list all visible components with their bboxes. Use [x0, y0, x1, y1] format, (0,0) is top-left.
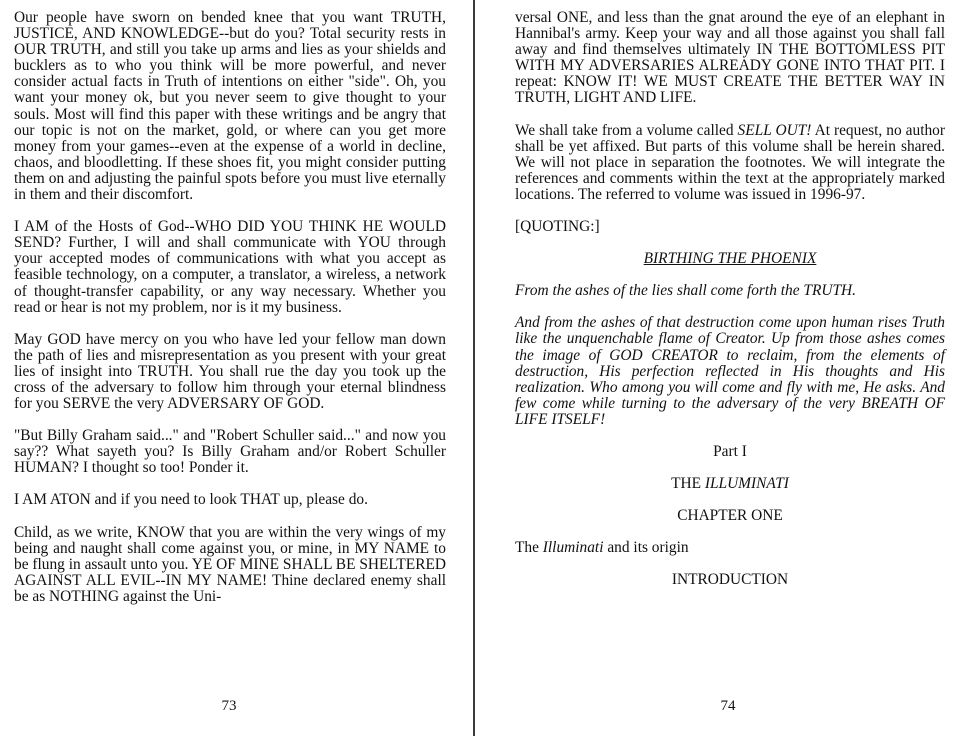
chapter-label: CHAPTER ONE: [677, 507, 783, 525]
italic-paragraph-2: And from the ashes of that destruction come upon human rises Truth like the unquenchable flame of Creator. Up from those ashes comes the image of GOD CREATOR to reclaim, from the elements of destruction, His perfection reflected in His thoughts and His realization. Who among you will come and fly with me, He asks. And few come while turning to the adversary of the very BREATH OF LIFE ITSELF!: [515, 314, 945, 428]
right-paragraph-2: [515, 123, 945, 203]
page-gutter-divider: [473, 0, 475, 736]
subtitle-pre: The: [515, 539, 543, 557]
subtitle-illuminati: Illuminati: [542, 539, 604, 557]
left-paragraph-6: Child, as we write, KNOW that you are within the very wings of my being and naught shall come against you, or mine, in MY NAME to be flung in assault unto you. YE OF MINE SHALL BE SHELTERED AGAINST ALL EVIL--IN MY NAME! Thine declared enemy shall be as NOTHING against the Uni-: [14, 523, 446, 605]
right-paragraph-2-after: At request, no author shall be yet affixed. But parts of this volume shall be herein shared. We will not place in separation the footnotes. We will integrate the references and comments within the text at the appropriately marked locations. The referred to volume was issued in 1996-97.: [515, 121, 945, 203]
title-the: THE: [671, 475, 705, 493]
introduction-heading: INTRODUCTION: [671, 571, 789, 589]
title-illuminati: [515, 476, 945, 492]
page-number-right: 74: [720, 698, 736, 714]
quoting-marker: [QUOTING:]: [515, 218, 600, 236]
left-page: [14, 10, 446, 621]
right-paragraph-1: versal ONE, and less than the gnat around the eye of an elephant in Hannibal's army. Keep your way and all those against you shall fall away and find themselves ultimately IN THE BOTTOMLESS PIT WITH MY ADVERSARIES ALREADY GONE INTO THAT PIT. I repeat: KNOW IT! WE MUST CREATE THE BETTER WAY IN TRUTH, LIGHT AND LIFE.: [515, 9, 945, 107]
section-heading: [515, 251, 945, 267]
part-label: Part I: [713, 442, 747, 460]
left-paragraph-5: I AM ATON and if you need to look THAT up, please do.: [14, 491, 368, 509]
left-paragraph-2: I AM of the Hosts of God--WHO DID YOU THINK HE WOULD SEND? Further, I will and shall communicate with YOU through your accepted modes of communications with what you accept as feasible technology, on a computer, a translator, a wireless, a network of thought-transfer capability, or any way necessary. Whether you read or hear is not my problem, nor is it my business.: [14, 218, 446, 316]
italic-paragraph-1: From the ashes of the lies shall come forth the TRUTH.: [515, 282, 856, 300]
right-paragraph-2-before: We shall take from a volume called: [515, 121, 738, 139]
left-paragraph-4: "But Billy Graham said..." and "Robert Schuller said..." and now you say?? What sayeth you? Is Billy Graham and/or Robert Schuller HUMAN? I thought so too! Ponder it.: [14, 427, 446, 477]
left-paragraph-3: May GOD have mercy on you who have led your fellow man down the path of lies and misrepresentation as you present with your great lies of insight into TRUTH. You shall rue the day you took up the cross of the adversary to follow him through your eternal blindness for you SERVE the very ADVERSARY OF GOD.: [14, 330, 446, 413]
page-number-left: 73: [221, 698, 237, 714]
section-heading-text: BIRTHING THE PHOENIX: [643, 250, 817, 268]
book-title-sell-out: SELL OUT!: [737, 121, 812, 139]
right-page: [515, 10, 945, 604]
chapter-subtitle: [515, 540, 945, 556]
title-illuminati-word: ILLUMINATI: [704, 475, 789, 493]
left-paragraph-1: Our people have sworn on bended knee that you want TRUTH, JUSTICE, AND KNOWLEDGE--but do you? Total security rests in OUR TRUTH, and still you take up arms and lies as your shields and bucklers as to who you think will be more powerful, and never consider actual facts in Truth of intentions on either "side". Oh, you want your money ok, but you never seem to give thought to your souls. Most will find this paper with these writings and be angry that our topic is not on the market, gold, or where can you get more money from your games--even at the expense of a world in decline, chaos, and bloodletting. If these shoes fit, you might consider putting them on and adjusting the painful spots before you must live eternally in them and their discomfort.: [14, 9, 446, 204]
subtitle-post: and its origin: [603, 539, 689, 557]
